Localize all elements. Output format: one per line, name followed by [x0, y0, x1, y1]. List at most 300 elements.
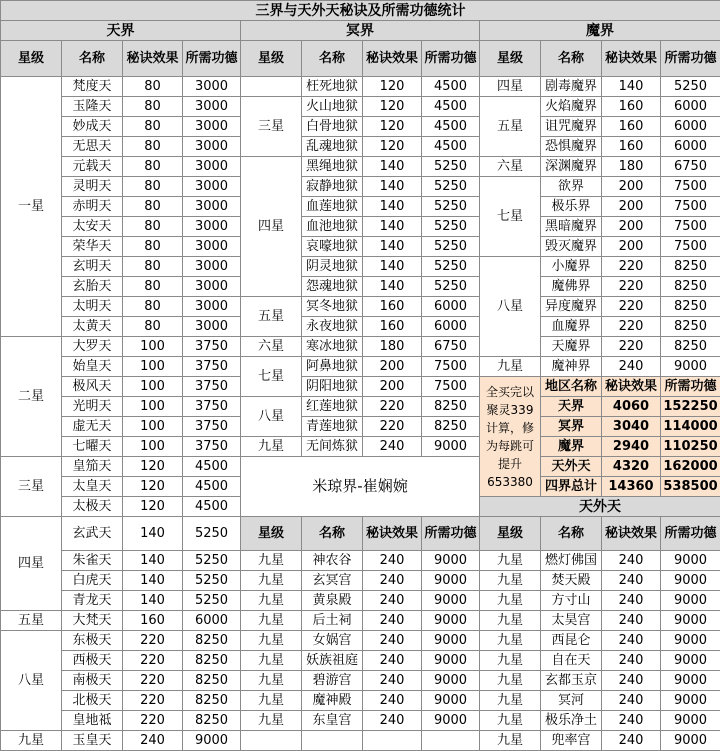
total-effect: 4060 [602, 397, 661, 417]
merit-cost: 5250 [183, 571, 241, 591]
realm-name: 大梵天 [62, 611, 123, 631]
secret-effect: 80 [123, 177, 183, 197]
table-row [1, 377, 720, 397]
secret-effect: 80 [123, 237, 183, 257]
star-level: 九星 [480, 357, 541, 377]
merit-cost: 8250 [183, 671, 241, 691]
realm-name: 永夜地狱 [302, 317, 363, 337]
table-row [1, 337, 720, 357]
realm-name: 玄明天 [62, 257, 123, 277]
realm-name: 妖族祖庭 [302, 651, 363, 671]
star-level: 九星 [480, 611, 541, 631]
merit-cost: 9000 [661, 671, 720, 691]
realm-name: 南极天 [62, 671, 123, 691]
empty-cell [363, 731, 422, 751]
realm-name: 阴阳地狱 [302, 377, 363, 397]
realm-name: 焚天殿 [541, 571, 602, 591]
table-row [1, 437, 720, 457]
realm-name: 皇地祗 [62, 711, 123, 731]
table-row [1, 397, 720, 417]
column-header: 名称 [62, 41, 123, 77]
merit-cost: 3000 [183, 257, 241, 277]
merit-cost: 3000 [183, 277, 241, 297]
realm-name: 皇笳天 [62, 457, 123, 477]
secret-effect: 100 [123, 397, 183, 417]
merit-cost: 6000 [422, 317, 480, 337]
realm-name: 冥冬地狱 [302, 297, 363, 317]
star-level: 九星 [480, 711, 541, 731]
secret-effect: 80 [123, 137, 183, 157]
realm-name: 玉皇天 [62, 731, 123, 751]
star-level: 九星 [480, 571, 541, 591]
secret-effect: 220 [363, 397, 422, 417]
realm-name: 剧毒魔界 [541, 77, 602, 97]
realm-name: 方寸山 [541, 591, 602, 611]
realm-name: 火焰魔界 [541, 97, 602, 117]
realm-name: 冥河 [541, 691, 602, 711]
column-header: 秘诀效果 [363, 517, 422, 551]
secret-effect: 220 [602, 277, 661, 297]
star-level: 九星 [241, 611, 302, 631]
secret-effect: 240 [363, 437, 422, 457]
merit-cost: 9000 [422, 671, 480, 691]
star-level: 九星 [241, 571, 302, 591]
table-row [1, 297, 720, 317]
merit-cost: 9000 [661, 611, 720, 631]
secret-effect: 180 [363, 337, 422, 357]
merit-cost: 6000 [422, 297, 480, 317]
secret-effect: 200 [602, 177, 661, 197]
table-row [1, 117, 720, 137]
merit-cost: 8250 [183, 651, 241, 671]
realm-name: 血魔界 [541, 317, 602, 337]
merit-cost: 3000 [183, 97, 241, 117]
secret-effect: 240 [363, 551, 422, 571]
secret-effect: 140 [363, 277, 422, 297]
secret-effect: 240 [602, 711, 661, 731]
merit-cost: 5250 [422, 157, 480, 177]
secret-effect: 80 [123, 217, 183, 237]
table-row [1, 277, 720, 297]
realm-name: 大罗天 [62, 337, 123, 357]
merit-cost: 4500 [183, 497, 241, 517]
merit-cost: 3750 [183, 357, 241, 377]
secret-effect: 240 [602, 551, 661, 571]
column-header: 所需功德 [661, 517, 720, 551]
secret-effect: 240 [363, 711, 422, 731]
table-row [1, 197, 720, 217]
region-name: 天外天 [541, 457, 602, 477]
secret-effect: 140 [123, 517, 183, 551]
column-header: 秘诀效果 [602, 517, 661, 551]
merit-cost: 6000 [183, 611, 241, 631]
star-level: 九星 [241, 691, 302, 711]
column-header: 所需功德 [422, 517, 480, 551]
star-level: 七星 [480, 177, 541, 257]
merit-cost: 4500 [422, 137, 480, 157]
star-level: 三星 [1, 457, 62, 517]
realm-name: 黑绳地狱 [302, 157, 363, 177]
realm-name: 自在天 [541, 651, 602, 671]
secret-effect: 220 [363, 417, 422, 437]
realm-name: 玄武天 [62, 517, 123, 551]
merit-cost: 6750 [661, 157, 720, 177]
merit-cost: 3000 [183, 137, 241, 157]
realm-name: 兜率宫 [541, 731, 602, 751]
secret-effect: 240 [602, 631, 661, 651]
merit-cost: 8250 [422, 397, 480, 417]
merit-cost: 3750 [183, 437, 241, 457]
star-level: 四星 [241, 157, 302, 297]
star-level: 八星 [241, 397, 302, 437]
section-mojie: 魔界 [480, 21, 720, 41]
sheet-title: 三界与天外天秘诀及所需功德统计 [1, 1, 720, 21]
merit-cost: 6750 [422, 337, 480, 357]
secret-effect: 80 [123, 97, 183, 117]
table-row [1, 517, 720, 551]
table-row [1, 731, 720, 751]
table-row [1, 237, 720, 257]
merit-cost: 5250 [422, 237, 480, 257]
merit-cost: 9000 [422, 711, 480, 731]
realm-name: 极乐净土 [541, 711, 602, 731]
realm-name: 极乐界 [541, 197, 602, 217]
total-merit: 162000 [661, 457, 720, 477]
merit-cost: 3000 [183, 177, 241, 197]
table-row [1, 417, 720, 437]
secret-effect: 120 [123, 457, 183, 477]
realm-name: 深渊魔界 [541, 157, 602, 177]
secret-effect: 100 [123, 357, 183, 377]
realm-name: 虚无天 [62, 417, 123, 437]
secret-effect: 220 [123, 691, 183, 711]
table-row [1, 217, 720, 237]
secret-effect: 200 [602, 237, 661, 257]
realm-name: 碧游宫 [302, 671, 363, 691]
merit-cost: 9000 [422, 437, 480, 457]
table-row [1, 1, 720, 21]
star-level: 九星 [241, 711, 302, 731]
merit-cost: 7500 [422, 357, 480, 377]
caption-label: 米琼界-崔娴婉 [241, 457, 480, 517]
realm-name: 神农谷 [302, 551, 363, 571]
realm-name: 极风天 [62, 377, 123, 397]
secret-effect: 140 [123, 571, 183, 591]
star-level: 三星 [241, 97, 302, 157]
merit-cost: 9000 [422, 571, 480, 591]
section-tianjie: 天界 [1, 21, 241, 41]
star-level [241, 77, 302, 97]
realm-name: 青莲地狱 [302, 417, 363, 437]
secret-effect: 220 [123, 711, 183, 731]
secret-effect: 80 [123, 277, 183, 297]
merit-cost: 9000 [422, 611, 480, 631]
section-tianwaitian: 天外天 [480, 497, 720, 517]
merit-cost: 9000 [661, 357, 720, 377]
star-level: 九星 [241, 591, 302, 611]
star-level: 六星 [480, 157, 541, 177]
merit-cost: 8250 [183, 711, 241, 731]
table-row [1, 317, 720, 337]
realm-name: 异度魔界 [541, 297, 602, 317]
secret-effect: 140 [363, 177, 422, 197]
merit-cost: 5250 [183, 517, 241, 551]
realm-name: 阿鼻地狱 [302, 357, 363, 377]
secret-effect: 240 [602, 611, 661, 631]
realm-name: 血莲地狱 [302, 197, 363, 217]
merit-cost: 5250 [422, 197, 480, 217]
secret-effect: 160 [602, 97, 661, 117]
realm-name: 东皇宫 [302, 711, 363, 731]
realm-name: 西昆仑 [541, 631, 602, 651]
star-level: 五星 [480, 97, 541, 157]
realm-name: 梵度天 [62, 77, 123, 97]
secret-effect: 200 [363, 377, 422, 397]
realm-name: 太昊宫 [541, 611, 602, 631]
realm-name: 太安天 [62, 217, 123, 237]
total-merit: 110250 [661, 437, 720, 457]
merit-cost: 8250 [661, 317, 720, 337]
merit-cost: 3000 [183, 117, 241, 137]
star-level: 五星 [1, 611, 62, 631]
secret-effect: 220 [123, 631, 183, 651]
realm-name: 太极天 [62, 497, 123, 517]
total-effect: 3040 [602, 417, 661, 437]
merit-cost: 7500 [661, 237, 720, 257]
secret-effect: 220 [123, 651, 183, 671]
table-row [1, 77, 720, 97]
column-header: 秘诀效果 [123, 41, 183, 77]
secret-effect: 100 [123, 437, 183, 457]
realm-name: 黑暗魔界 [541, 217, 602, 237]
realm-name: 玄胎天 [62, 277, 123, 297]
merit-cost: 7500 [661, 217, 720, 237]
merit-cost: 5250 [422, 217, 480, 237]
merit-cost: 9000 [422, 631, 480, 651]
secret-effect: 120 [363, 77, 422, 97]
secret-effect: 240 [363, 651, 422, 671]
region-name: 冥界 [541, 417, 602, 437]
realm-name: 元载天 [62, 157, 123, 177]
realm-name: 西极天 [62, 651, 123, 671]
secret-effect: 240 [363, 631, 422, 651]
table-row [1, 611, 720, 631]
secret-effect: 80 [123, 257, 183, 277]
table-row [1, 457, 720, 477]
secret-effect: 140 [363, 237, 422, 257]
secret-effect: 80 [123, 197, 183, 217]
secret-effect: 220 [123, 671, 183, 691]
summary-header: 地区名称 [541, 377, 602, 397]
merit-cost: 9000 [661, 651, 720, 671]
realm-name: 妙成天 [62, 117, 123, 137]
table-row [1, 357, 720, 377]
merit-cost: 4500 [183, 477, 241, 497]
secret-effect: 240 [363, 611, 422, 631]
realm-name: 赤明天 [62, 197, 123, 217]
merit-cost: 9000 [661, 711, 720, 731]
star-level: 九星 [480, 631, 541, 651]
secret-effect: 240 [602, 731, 661, 751]
realm-name: 枉死地狱 [302, 77, 363, 97]
secret-effect: 220 [602, 317, 661, 337]
realm-name: 哀嚎地狱 [302, 237, 363, 257]
secret-effect: 240 [602, 651, 661, 671]
summary-header: 秘诀效果 [602, 377, 661, 397]
secret-effect: 240 [602, 671, 661, 691]
empty-cell [422, 731, 480, 751]
realm-name: 火山地狱 [302, 97, 363, 117]
table-row [1, 671, 720, 691]
merit-cost: 3750 [183, 397, 241, 417]
merit-cost: 7500 [661, 197, 720, 217]
column-header: 星级 [241, 517, 302, 551]
secret-effect: 220 [602, 337, 661, 357]
column-header: 名称 [541, 517, 602, 551]
empty-cell [302, 731, 363, 751]
table-row [1, 157, 720, 177]
merit-cost: 8250 [661, 337, 720, 357]
star-level: 一星 [1, 77, 62, 337]
star-level: 二星 [1, 337, 62, 457]
column-header: 星级 [1, 41, 62, 77]
secret-effect: 80 [123, 77, 183, 97]
secret-effect: 80 [123, 317, 183, 337]
column-header: 秘诀效果 [602, 41, 661, 77]
secret-effect: 140 [363, 217, 422, 237]
star-level: 六星 [241, 337, 302, 357]
realm-name: 怨魂地狱 [302, 277, 363, 297]
merit-cost: 8250 [661, 257, 720, 277]
realm-name: 阴灵地狱 [302, 257, 363, 277]
realm-name: 玉隆天 [62, 97, 123, 117]
merit-cost: 8250 [183, 691, 241, 711]
merit-cost: 9000 [661, 691, 720, 711]
merit-cost: 7500 [661, 177, 720, 197]
secret-effect: 240 [363, 671, 422, 691]
merit-cost: 5250 [183, 591, 241, 611]
secret-effect: 120 [123, 477, 183, 497]
merit-cost: 7500 [422, 377, 480, 397]
merit-cost: 5250 [422, 277, 480, 297]
summary-header: 所需功德 [661, 377, 720, 397]
realm-name: 恐惧魔界 [541, 137, 602, 157]
merit-cost: 5250 [183, 551, 241, 571]
merit-cost: 9000 [422, 551, 480, 571]
star-level: 七星 [241, 357, 302, 397]
secret-effect: 240 [123, 731, 183, 751]
star-level: 八星 [480, 257, 541, 357]
column-header: 星级 [480, 517, 541, 551]
total-merit: 538500 [661, 477, 720, 497]
secret-effect: 100 [123, 337, 183, 357]
merit-cost: 9000 [661, 631, 720, 651]
realm-name: 荣华天 [62, 237, 123, 257]
realm-name: 七曜天 [62, 437, 123, 457]
realm-name: 白骨地狱 [302, 117, 363, 137]
merit-cost: 9000 [661, 571, 720, 591]
realm-name: 寂静地狱 [302, 177, 363, 197]
star-level: 四星 [1, 517, 62, 611]
merit-cost: 8250 [183, 631, 241, 651]
realm-name: 诅咒魔界 [541, 117, 602, 137]
merit-cost: 4500 [183, 457, 241, 477]
realm-name: 后土祠 [302, 611, 363, 631]
star-level: 九星 [241, 651, 302, 671]
merit-cost: 3000 [183, 297, 241, 317]
merit-cost: 8250 [661, 297, 720, 317]
realm-name: 欲界 [541, 177, 602, 197]
secret-effect: 120 [363, 137, 422, 157]
realm-name: 燃灯佛国 [541, 551, 602, 571]
realm-name: 太皇天 [62, 477, 123, 497]
merit-cost: 9000 [661, 731, 720, 751]
star-level: 九星 [480, 691, 541, 711]
realm-name: 朱雀天 [62, 551, 123, 571]
table-row [1, 711, 720, 731]
secret-effect: 80 [123, 297, 183, 317]
merit-cost: 6000 [661, 117, 720, 137]
secret-effect: 200 [602, 217, 661, 237]
merit-cost: 9000 [422, 691, 480, 711]
total-effect: 4320 [602, 457, 661, 477]
realm-name: 血池地狱 [302, 217, 363, 237]
secret-effect: 240 [363, 691, 422, 711]
merit-cost: 3000 [183, 197, 241, 217]
merit-cost: 9000 [422, 591, 480, 611]
secret-effect: 220 [602, 257, 661, 277]
merit-cost: 9000 [422, 651, 480, 671]
realm-name: 青龙天 [62, 591, 123, 611]
realm-name: 女娲宫 [302, 631, 363, 651]
realm-name: 小魔界 [541, 257, 602, 277]
realm-name: 白虎天 [62, 571, 123, 591]
realm-name: 太黄天 [62, 317, 123, 337]
secret-effect: 160 [363, 317, 422, 337]
merit-cost: 3000 [183, 237, 241, 257]
column-header: 所需功德 [422, 41, 480, 77]
merit-cost: 6000 [661, 97, 720, 117]
merit-cost: 8250 [422, 417, 480, 437]
table-row [1, 571, 720, 591]
merit-cost: 5250 [422, 257, 480, 277]
table-row [1, 691, 720, 711]
column-header: 名称 [302, 517, 363, 551]
secret-effect: 120 [123, 497, 183, 517]
table-row [1, 137, 720, 157]
table-row [1, 41, 720, 77]
merit-cost: 3000 [183, 317, 241, 337]
secret-effect: 240 [602, 691, 661, 711]
secret-effect: 220 [602, 297, 661, 317]
realm-name: 魔佛界 [541, 277, 602, 297]
summary-note: 全买完以聚灵339计算，修为每跳可提升653380 [480, 377, 541, 497]
section-mingjie: 冥界 [241, 21, 480, 41]
star-level: 八星 [1, 631, 62, 731]
secret-effect: 120 [363, 97, 422, 117]
merit-cost: 8250 [661, 277, 720, 297]
realm-name: 无思天 [62, 137, 123, 157]
star-level: 九星 [480, 671, 541, 691]
realm-name: 寒冰地狱 [302, 337, 363, 357]
star-level: 九星 [1, 731, 62, 751]
star-level: 四星 [480, 77, 541, 97]
realm-name: 乱魂地狱 [302, 137, 363, 157]
merit-cost: 4500 [422, 97, 480, 117]
secret-effect: 120 [363, 117, 422, 137]
realm-name: 太明天 [62, 297, 123, 317]
merit-cost: 6000 [661, 137, 720, 157]
